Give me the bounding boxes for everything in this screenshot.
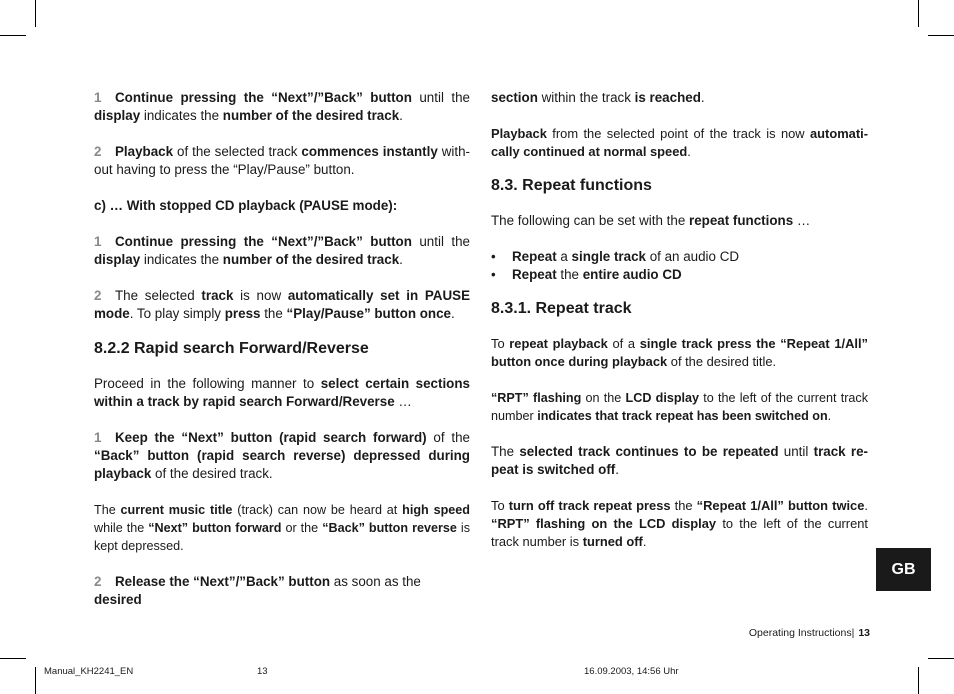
bold-text: Playback bbox=[491, 126, 547, 141]
left-column bbox=[94, 89, 470, 609]
bullet-item bbox=[491, 248, 868, 266]
text: a bbox=[556, 249, 572, 264]
slug-filename: Manual_KH2241_EN bbox=[44, 666, 134, 677]
text: within the track bbox=[537, 90, 635, 105]
crop-mark bbox=[35, 667, 36, 694]
bold-text: Release the “Next”/”Back” button bbox=[115, 574, 331, 589]
bold-text: “Back” button reverse bbox=[322, 521, 457, 535]
bold-text: entire audio CD bbox=[582, 267, 682, 282]
bold-text: repeat functions bbox=[689, 213, 794, 228]
text: of the selected track bbox=[173, 144, 302, 159]
bold-text: press bbox=[224, 306, 261, 321]
bold-text: track bbox=[201, 288, 234, 303]
crop-mark bbox=[918, 0, 919, 27]
text: the bbox=[556, 267, 583, 282]
text: The bbox=[491, 444, 520, 459]
text: indicates the bbox=[140, 108, 223, 123]
text: . bbox=[642, 534, 647, 549]
slug-page: 13 bbox=[257, 666, 268, 677]
text: indicates the bbox=[140, 252, 223, 267]
crop-mark bbox=[0, 658, 26, 659]
text: . bbox=[687, 144, 691, 159]
bold-text: Keep the “Next” button (rapid search forward) bbox=[115, 430, 427, 445]
text: of the desired title. bbox=[667, 354, 777, 369]
section-heading: 8.2.2 Rapid search Forward/Reverse bbox=[94, 340, 369, 357]
text: … bbox=[394, 394, 412, 409]
bold-text: indicates that track repeat has been switched on bbox=[537, 409, 828, 423]
paragraph bbox=[491, 89, 868, 107]
subheading bbox=[94, 197, 470, 215]
text: To bbox=[491, 336, 510, 351]
text: until the bbox=[411, 90, 470, 105]
bold-text: LCD display bbox=[625, 391, 700, 405]
text: until bbox=[778, 444, 814, 459]
crop-mark bbox=[918, 667, 919, 694]
text: The selected bbox=[115, 288, 202, 303]
step-number: 2 bbox=[94, 144, 102, 159]
text: is kept depressed. bbox=[94, 521, 471, 553]
footer-text: Operating Instructions bbox=[748, 627, 852, 639]
bold-text: Repeat bbox=[512, 249, 557, 264]
crop-mark bbox=[0, 35, 26, 36]
bullet-item bbox=[491, 266, 868, 284]
bold-text: Continue pressing the “Next”/”Back” button bbox=[115, 234, 412, 249]
step-number: 1 bbox=[94, 90, 102, 105]
text: as soon as the bbox=[330, 574, 421, 589]
crop-mark bbox=[928, 658, 954, 659]
text: with-out having to press the “Play/Pause” button. bbox=[94, 144, 470, 177]
bold-text: number of the desired track bbox=[222, 108, 400, 123]
step-number: 2 bbox=[94, 288, 102, 303]
paragraph bbox=[491, 497, 868, 551]
text: of an audio CD bbox=[645, 249, 740, 264]
crop-mark bbox=[928, 35, 954, 36]
bold-text: turned off bbox=[582, 534, 643, 549]
right-column bbox=[491, 89, 868, 551]
bold-text: commences instantly bbox=[301, 144, 438, 159]
paragraph bbox=[94, 89, 470, 125]
paragraph bbox=[94, 233, 470, 269]
paragraph bbox=[94, 573, 470, 609]
text: from the selected point of the track is now bbox=[546, 126, 810, 141]
paragraph bbox=[94, 287, 470, 323]
paragraph bbox=[491, 125, 868, 161]
bold-text: repeat playback bbox=[509, 336, 608, 351]
text: (track) can now be heard at bbox=[232, 503, 403, 517]
text: . bbox=[399, 108, 403, 123]
text: . To play simply bbox=[129, 306, 225, 321]
paragraph bbox=[94, 143, 470, 179]
paragraph bbox=[491, 443, 868, 479]
crop-mark bbox=[35, 0, 36, 27]
text: while the bbox=[94, 521, 149, 535]
text: is now bbox=[233, 288, 288, 303]
bullet-icon: • bbox=[491, 249, 496, 264]
text: The following can be set with the bbox=[491, 213, 689, 228]
text: … bbox=[793, 213, 811, 228]
section-heading: 8.3.1. Repeat track bbox=[491, 300, 632, 317]
bold-text: section bbox=[491, 90, 538, 105]
paragraph bbox=[491, 212, 868, 230]
page-footer bbox=[640, 627, 870, 639]
bold-text: “Next” button forward bbox=[148, 521, 282, 535]
page-number: 13 bbox=[858, 627, 870, 639]
text: To bbox=[491, 498, 509, 513]
bold-text: desired bbox=[94, 592, 142, 607]
bullet-icon: • bbox=[491, 267, 496, 282]
bold-text: is reached bbox=[634, 90, 701, 105]
bold-text: selected track continues to be repeated bbox=[519, 444, 779, 459]
text: or the bbox=[281, 521, 323, 535]
text: The bbox=[94, 503, 121, 517]
text: of the bbox=[426, 430, 470, 445]
text: . bbox=[615, 462, 619, 477]
text: the bbox=[260, 306, 287, 321]
bold-text: track re-peat is switched off bbox=[491, 444, 868, 477]
bold-text: “Play/Pause” button once bbox=[286, 306, 451, 321]
paragraph bbox=[94, 429, 470, 483]
bold-text: c) … With stopped CD playback (PAUSE mode): bbox=[94, 198, 398, 213]
bold-text: “RPT” flashing bbox=[491, 391, 582, 405]
bold-text: automati-cally continued at normal speed bbox=[491, 126, 868, 159]
bold-text: Playback bbox=[115, 144, 174, 159]
text: . bbox=[864, 498, 868, 513]
text: of a bbox=[607, 336, 640, 351]
text: the bbox=[670, 498, 697, 513]
step-number: 2 bbox=[94, 574, 102, 589]
slug-date: 16.09.2003, 14:56 Uhr bbox=[584, 666, 679, 677]
bold-text: number of the desired track bbox=[222, 252, 400, 267]
text: . bbox=[399, 252, 403, 267]
bold-text: single track bbox=[571, 249, 646, 264]
bold-text: select certain sections within a track by rapid search Forward/Reverse bbox=[94, 376, 470, 409]
bold-text: “RPT” flashing on the LCD display bbox=[491, 516, 717, 531]
bold-text: “Back” button (rapid search reverse) depressed during playback bbox=[94, 448, 470, 481]
text: . bbox=[700, 90, 705, 105]
text: Proceed in the following manner to bbox=[94, 376, 321, 391]
bold-text: display bbox=[94, 108, 141, 123]
text: until the bbox=[411, 234, 470, 249]
text: . bbox=[827, 409, 832, 423]
bold-text: current music title bbox=[120, 503, 233, 517]
bold-text: Repeat bbox=[512, 267, 557, 282]
paragraph bbox=[94, 501, 470, 555]
paragraph bbox=[491, 389, 868, 425]
bold-text: automatically set in PAUSE mode bbox=[94, 288, 470, 321]
bold-text: high speed bbox=[402, 503, 470, 517]
section-heading: 8.3. Repeat functions bbox=[491, 177, 652, 194]
text: to the left of the current track number bbox=[491, 391, 868, 423]
step-number: 1 bbox=[94, 234, 102, 249]
paragraph bbox=[94, 375, 470, 411]
bold-text: single track press the “Repeat 1/All” button once during playback bbox=[491, 336, 868, 369]
paragraph bbox=[491, 335, 868, 371]
text: . bbox=[450, 306, 455, 321]
text: on the bbox=[581, 391, 626, 405]
bold-text: Continue pressing the “Next”/”Back” button bbox=[115, 90, 412, 105]
step-number: 1 bbox=[94, 430, 102, 445]
bold-text: display bbox=[94, 252, 141, 267]
bold-text: turn off track repeat press bbox=[508, 498, 671, 513]
footer-separator: | bbox=[851, 627, 855, 639]
bold-text: “Repeat 1/All” button twice bbox=[696, 498, 865, 513]
text: of the desired track. bbox=[151, 466, 273, 481]
text: to the left of the current track number is bbox=[491, 516, 868, 549]
language-tab: GB bbox=[876, 548, 931, 591]
